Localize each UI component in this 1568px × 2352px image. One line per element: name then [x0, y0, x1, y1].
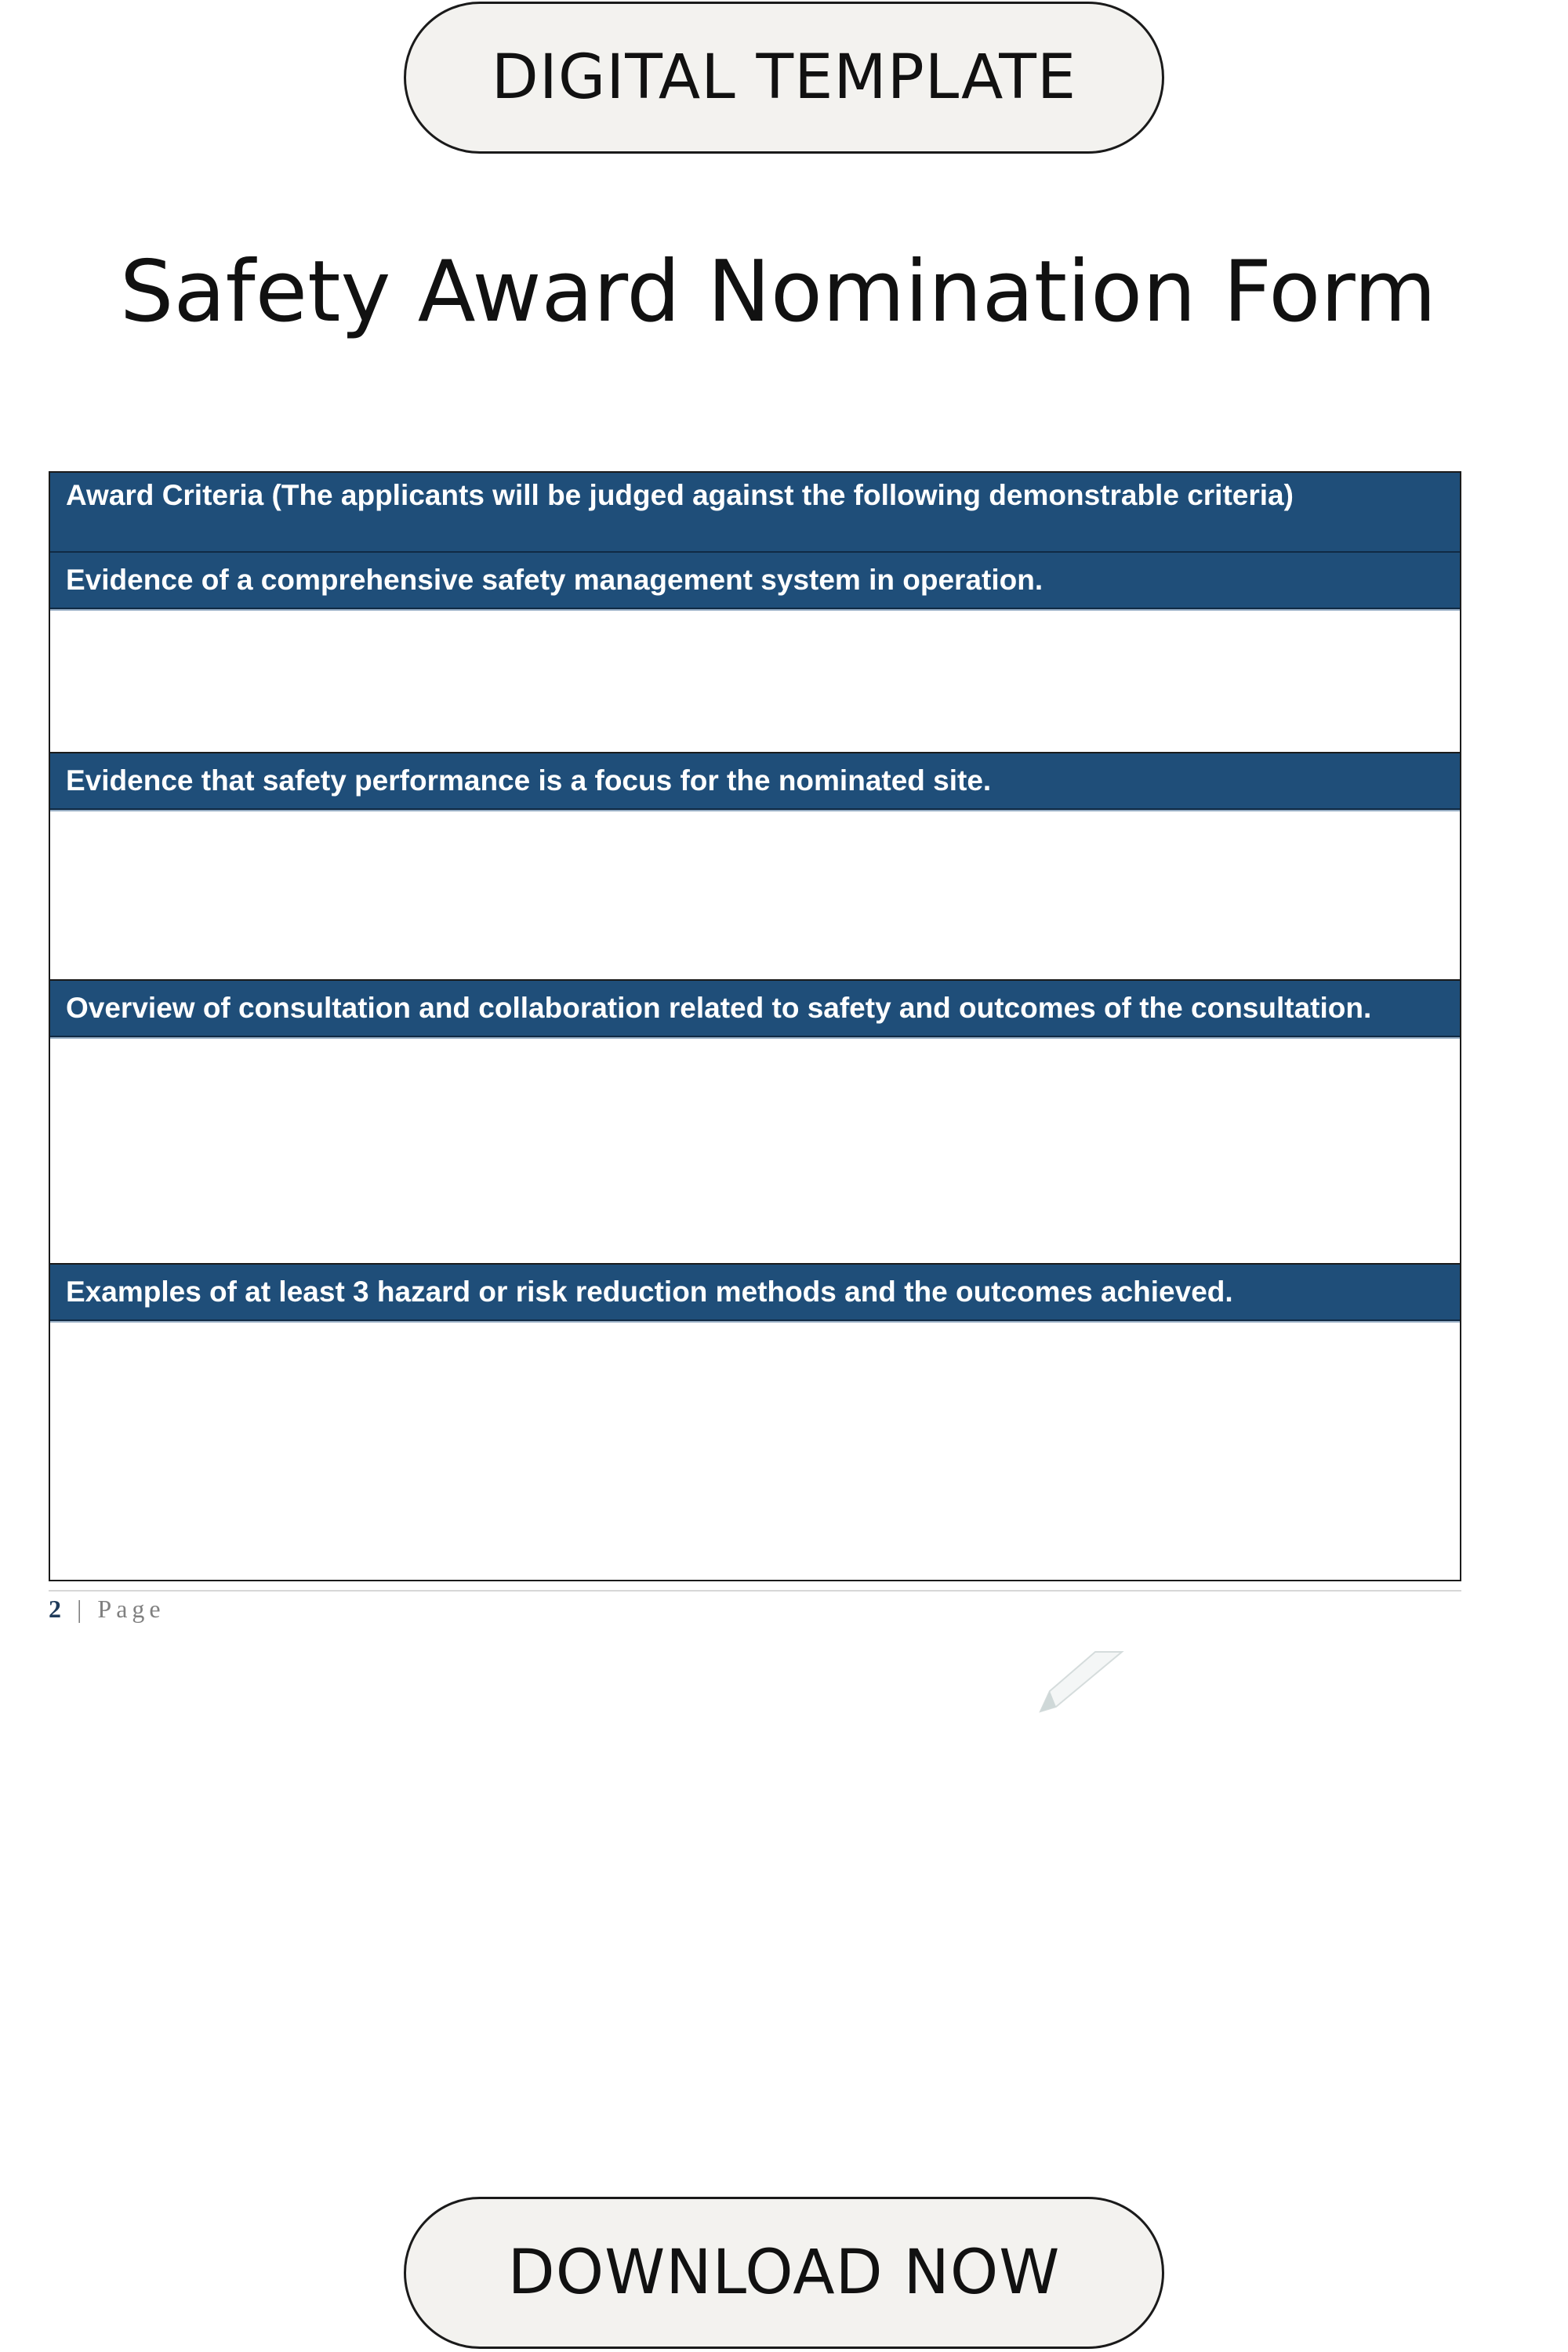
section-header-consultation: Overview of consultation and collaboration related to safety and outcomes of the consultation.	[50, 981, 1460, 1037]
digital-template-label: DIGITAL TEMPLATE	[491, 42, 1077, 113]
hazard-reduction-field[interactable]	[50, 1321, 1460, 1580]
criteria-header: Award Criteria (The applicants will be judged against the following demonstrable criteria)	[50, 473, 1460, 553]
safety-performance-field[interactable]	[50, 810, 1460, 981]
nomination-form-table	[49, 471, 1461, 1581]
download-now-button[interactable]	[404, 2197, 1164, 2349]
page-footer	[49, 1595, 165, 1624]
safety-management-field[interactable]	[50, 609, 1460, 753]
footer-divider	[49, 1590, 1461, 1592]
page-number: 2	[49, 1595, 66, 1623]
download-now-label: DOWNLOAD NOW	[507, 2238, 1061, 2308]
section-header-safety-performance: Evidence that safety performance is a focus for the nominated site.	[50, 753, 1460, 810]
page-label: | Page	[77, 1595, 165, 1623]
consultation-field[interactable]	[50, 1037, 1460, 1265]
page-title: Safety Award Nomination Form	[119, 243, 1437, 341]
pen-icon	[1039, 1650, 1133, 1713]
digital-template-badge	[404, 2, 1164, 154]
section-header-safety-management: Evidence of a comprehensive safety management system in operation.	[50, 553, 1460, 609]
section-header-hazard-reduction: Examples of at least 3 hazard or risk reduction methods and the outcomes achieved.	[50, 1265, 1460, 1321]
